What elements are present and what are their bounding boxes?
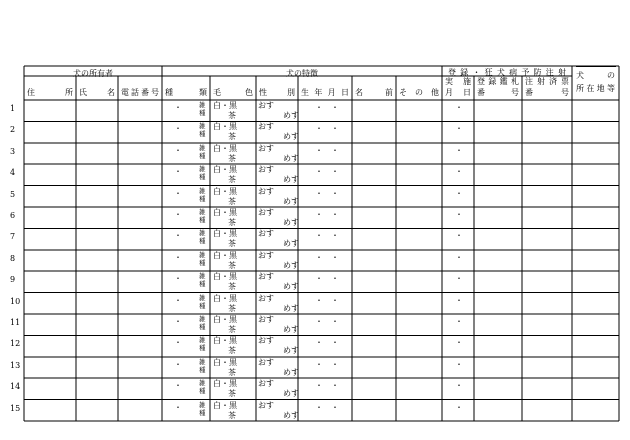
color-white-black: 白・黒 — [213, 229, 237, 239]
header-coat-color: 毛 色 — [213, 88, 253, 97]
birth-date-dots: ・ ・ — [315, 359, 339, 369]
breed-mixed-top: 雑 — [199, 186, 206, 195]
breed-mixed-bottom: 種 — [199, 301, 206, 310]
color-white-black: 白・黒 — [213, 186, 237, 196]
color-brown: 茶 — [228, 282, 236, 292]
birth-date-dots: ・ ・ — [315, 103, 339, 112]
sex-female: めす — [283, 367, 299, 377]
header-date-top: 実 施 — [445, 77, 471, 86]
breed-mixed-top: 雑 — [199, 229, 206, 238]
header-registration-injection: 登録・狂犬病予防注射 — [448, 68, 566, 77]
header-injection-top: 注射済票 — [525, 77, 569, 86]
color-brown: 茶 — [228, 111, 236, 120]
sex-male: おす — [258, 250, 274, 260]
color-brown: 茶 — [228, 132, 236, 142]
date-dot: ・ — [455, 317, 463, 326]
row-number: 8 — [10, 253, 16, 263]
birth-date-dots: ・ ・ — [315, 381, 339, 391]
breed-dot: ・ — [174, 231, 182, 241]
breed-mixed-top: 雑 — [199, 143, 206, 152]
date-dot: ・ — [455, 167, 463, 177]
sex-male: おす — [258, 208, 274, 217]
color-white-black: 白・黒 — [213, 101, 237, 110]
row-number: 14 — [10, 382, 21, 392]
birth-date-dots: ・ ・ — [315, 145, 339, 155]
row-number: 9 — [10, 275, 16, 285]
date-dot: ・ — [455, 252, 463, 262]
sex-male: おす — [258, 101, 274, 110]
date-dot: ・ — [455, 402, 463, 412]
breed-dot: ・ — [174, 210, 182, 219]
breed-dot: ・ — [174, 188, 182, 198]
breed-mixed-top: 雑 — [199, 208, 206, 216]
breed-mixed-bottom: 種 — [199, 365, 206, 374]
birth-date-dots: ・ ・ — [315, 274, 339, 284]
date-dot: ・ — [455, 338, 463, 348]
header-breed: 種 類 — [165, 88, 207, 97]
sex-male: おす — [258, 143, 274, 153]
breed-dot: ・ — [174, 167, 182, 177]
sex-male: おす — [258, 186, 274, 196]
header-reg-tag-top: 登録鑑札 — [477, 77, 519, 86]
breed-mixed-bottom: 種 — [199, 216, 206, 224]
color-white-black: 白・黒 — [213, 293, 237, 303]
breed-mixed-top: 雑 — [199, 357, 206, 366]
sex-female: めす — [283, 260, 299, 270]
header-date-bottom: 月 日 — [445, 88, 471, 97]
color-white-black: 白・黒 — [213, 122, 237, 132]
sex-female: めす — [283, 153, 299, 163]
color-brown: 茶 — [228, 153, 236, 163]
date-dot: ・ — [455, 274, 463, 284]
breed-mixed-bottom: 種 — [199, 387, 206, 396]
sex-male: おす — [258, 272, 274, 282]
birth-date-dots: ・ ・ — [315, 124, 339, 134]
row-number: 13 — [10, 360, 21, 370]
breed-mixed-bottom: 種 — [199, 173, 206, 182]
sex-male: おす — [258, 293, 274, 303]
color-brown: 茶 — [228, 346, 236, 356]
header-reg-tag-bottom: 番 号 — [477, 88, 519, 97]
color-brown: 茶 — [228, 196, 236, 206]
sex-female: めす — [283, 196, 299, 206]
breed-dot: ・ — [174, 295, 182, 305]
date-dot: ・ — [455, 124, 463, 134]
header-other: その他 — [399, 88, 439, 97]
breed-mixed-bottom: 種 — [199, 408, 206, 417]
color-white-black: 白・黒 — [213, 272, 237, 282]
color-white-black: 白・黒 — [213, 379, 237, 389]
date-dot: ・ — [455, 381, 463, 391]
birth-date-dots: ・ ・ — [315, 252, 339, 262]
date-dot: ・ — [455, 210, 463, 219]
breed-mixed-bottom: 種 — [199, 130, 206, 139]
breed-mixed-top: 雑 — [199, 379, 206, 388]
header-dog-owner: 犬の所有者 — [73, 69, 113, 78]
breed-mixed-bottom: 種 — [199, 344, 206, 353]
date-dot: ・ — [455, 103, 463, 112]
row-number: 3 — [10, 146, 16, 156]
breed-mixed-top: 雑 — [199, 101, 206, 109]
date-dot: ・ — [455, 231, 463, 241]
header-location-top: 犬 の — [576, 71, 615, 80]
color-brown: 茶 — [228, 410, 236, 420]
breed-mixed-bottom: 種 — [199, 151, 206, 160]
sex-female: めす — [283, 239, 299, 249]
breed-mixed-bottom: 種 — [199, 323, 206, 331]
sex-female: めす — [283, 389, 299, 399]
sex-female: めす — [283, 132, 299, 142]
breed-dot: ・ — [174, 359, 182, 369]
color-brown: 茶 — [228, 389, 236, 399]
color-white-black: 白・黒 — [213, 250, 237, 260]
breed-mixed-bottom: 種 — [199, 258, 206, 267]
header-phone: 電話番号 — [121, 88, 159, 97]
date-dot: ・ — [455, 295, 463, 305]
breed-dot: ・ — [174, 103, 182, 112]
row-number: 15 — [10, 403, 21, 413]
color-white-black: 白・黒 — [213, 165, 237, 175]
breed-mixed-top: 雑 — [199, 400, 206, 409]
birth-date-dots: ・ ・ — [315, 188, 339, 198]
sex-female: めす — [283, 325, 299, 334]
color-white-black: 白・黒 — [213, 208, 237, 217]
date-dot: ・ — [455, 359, 463, 369]
sex-female: めす — [283, 282, 299, 292]
header-location-bottom: 所在地等 — [576, 84, 615, 93]
breed-dot: ・ — [174, 145, 182, 155]
sex-male: おす — [258, 165, 274, 175]
sex-male: おす — [258, 336, 274, 346]
sex-male: おす — [258, 122, 274, 132]
breed-mixed-top: 雑 — [199, 315, 206, 323]
breed-dot: ・ — [174, 402, 182, 412]
sex-male: おす — [258, 357, 274, 367]
birth-date-dots: ・ ・ — [315, 317, 339, 326]
header-sex: 性 別 — [259, 88, 295, 97]
header-dog-name: 名 前 — [355, 88, 393, 97]
sex-female: めす — [283, 410, 299, 420]
breed-dot: ・ — [174, 338, 182, 348]
row-number: 6 — [10, 211, 16, 220]
breed-mixed-bottom: 種 — [199, 109, 206, 117]
header-birth-date: 生年月日 — [301, 88, 349, 97]
breed-dot: ・ — [174, 124, 182, 134]
sex-female: めす — [283, 346, 299, 356]
color-white-black: 白・黒 — [213, 357, 237, 367]
birth-date-dots: ・ ・ — [315, 295, 339, 305]
breed-dot: ・ — [174, 317, 182, 326]
color-brown: 茶 — [228, 367, 236, 377]
breed-mixed-top: 雑 — [199, 122, 206, 131]
breed-dot: ・ — [174, 274, 182, 284]
row-number: 2 — [10, 125, 16, 135]
row-number: 12 — [10, 339, 21, 349]
color-brown: 茶 — [228, 303, 236, 313]
row-number: 10 — [10, 296, 21, 306]
breed-mixed-bottom: 種 — [199, 194, 206, 203]
sex-female: めす — [283, 303, 299, 313]
birth-date-dots: ・ ・ — [315, 338, 339, 348]
birth-date-dots: ・ ・ — [315, 402, 339, 412]
breed-mixed-bottom: 種 — [199, 280, 206, 289]
color-white-black: 白・黒 — [213, 400, 237, 410]
breed-mixed-bottom: 種 — [199, 237, 206, 246]
breed-dot: ・ — [174, 252, 182, 262]
row-number: 11 — [10, 318, 21, 327]
sex-female: めす — [283, 218, 299, 227]
row-number: 1 — [10, 104, 16, 113]
row-number: 4 — [10, 168, 16, 178]
sex-male: おす — [258, 229, 274, 239]
date-dot: ・ — [455, 145, 463, 155]
color-white-black: 白・黒 — [213, 336, 237, 346]
row-number: 7 — [10, 232, 16, 242]
breed-mixed-top: 雑 — [199, 293, 206, 302]
color-white-black: 白・黒 — [213, 315, 237, 324]
breed-mixed-top: 雑 — [199, 165, 206, 174]
color-brown: 茶 — [228, 260, 236, 270]
header-dog-features: 犬の特徴 — [286, 69, 318, 78]
sex-male: おす — [258, 400, 274, 410]
breed-mixed-top: 雑 — [199, 272, 206, 281]
sex-male: おす — [258, 315, 274, 324]
color-brown: 茶 — [228, 239, 236, 249]
breed-mixed-top: 雑 — [199, 336, 206, 345]
sex-female: めす — [283, 111, 299, 120]
date-dot: ・ — [455, 188, 463, 198]
header-address: 住 所 — [27, 88, 73, 97]
sex-female: めす — [283, 175, 299, 185]
color-white-black: 白・黒 — [213, 143, 237, 153]
sex-male: おす — [258, 379, 274, 389]
color-brown: 茶 — [228, 325, 236, 334]
header-injection-bottom: 番 号 — [525, 88, 569, 97]
birth-date-dots: ・ ・ — [315, 210, 339, 219]
breed-mixed-top: 雑 — [199, 250, 206, 259]
birth-date-dots: ・ ・ — [315, 167, 339, 177]
header-owner-name: 氏 名 — [79, 88, 115, 97]
breed-dot: ・ — [174, 381, 182, 391]
color-brown: 茶 — [228, 218, 236, 227]
color-brown: 茶 — [228, 175, 236, 185]
birth-date-dots: ・ ・ — [315, 231, 339, 241]
row-number: 5 — [10, 189, 16, 199]
